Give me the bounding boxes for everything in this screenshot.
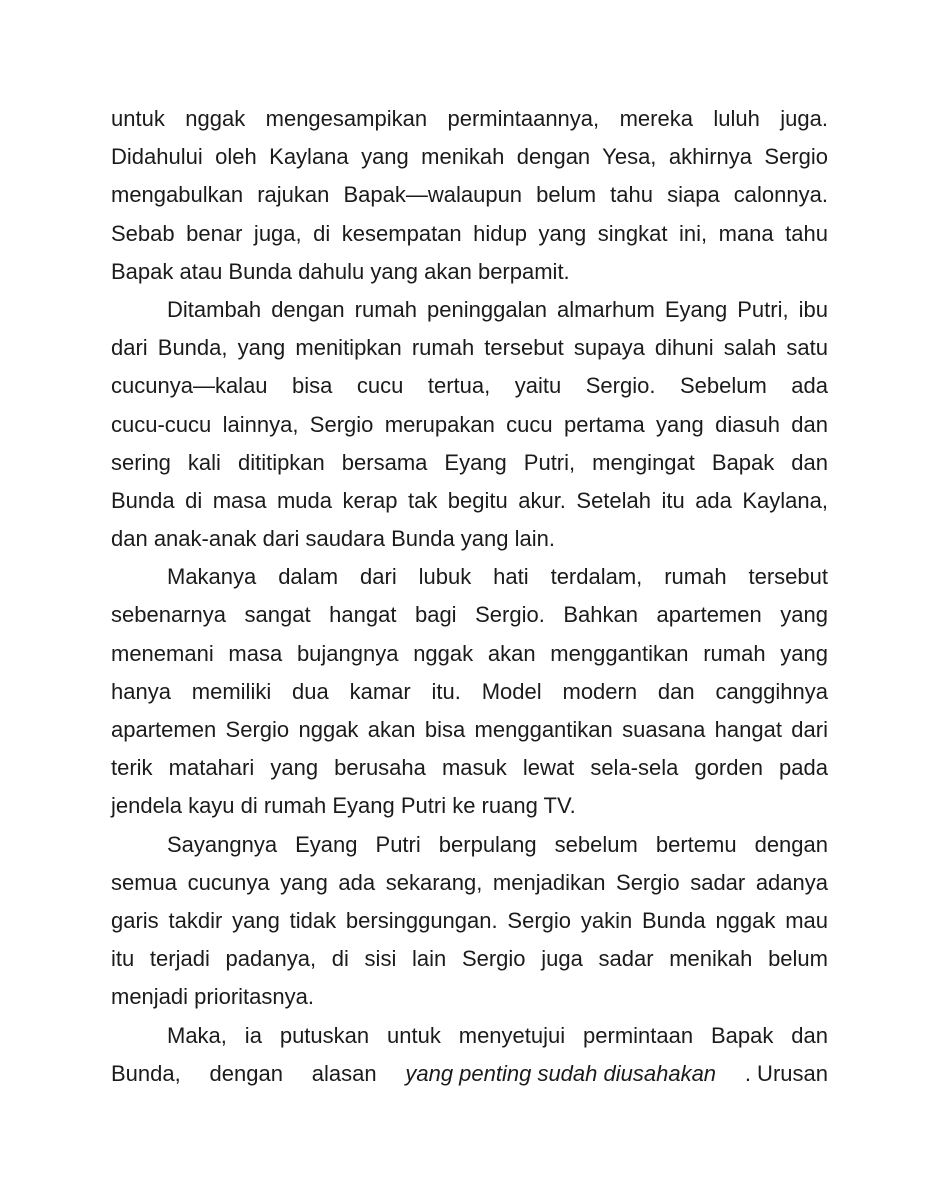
paragraph-4-line-5: menjadi prioritasnya.: [111, 984, 314, 1010]
body-text: [111, 100, 828, 1017]
paragraph-3-line-6: terik matahari yang berusaha masuk lewat sela-sela gorden pada: [111, 755, 828, 781]
paragraph-2-line-5: sering kali dititipkan bersama Eyang Putri, mengingat Bapak dan: [111, 449, 828, 475]
paragraph-3-line-1: Makanya dalam dari lubuk hati terdalam, rumah tersebut: [167, 564, 828, 590]
paragraph-2: [111, 291, 828, 558]
paragraph-1-line-2: Didahului oleh Kaylana yang menikah dengan Yesa, akhirnya Sergio: [111, 144, 828, 170]
paragraph-5-line-1: Maka, ia putuskan untuk menyetujui permintaan Bapak dan: [167, 1022, 828, 1048]
paragraph-1-line-4: Sebab benar juga, di kesempatan hidup yang singkat ini, mana tahu: [111, 220, 828, 246]
paragraph-2-line-6: Bunda di masa muda kerap tak begitu akur. Setelah itu ada Kaylana,: [111, 487, 828, 513]
paragraph-3-line-2: sebenarnya sangat hangat bagi Sergio. Bahkan apartemen yang: [111, 602, 828, 628]
paragraph-4-line-2: semua cucunya yang ada sekarang, menjadikan Sergio sadar adanya: [111, 869, 828, 895]
paragraph-5-line-2: [111, 1055, 828, 1093]
paragraph-4-line-3: garis takdir yang tidak bersinggungan. Sergio yakin Bunda nggak mau: [111, 907, 828, 933]
italic-phrase: yang penting sudah diusahakan: [405, 1060, 717, 1086]
paragraph-1: [111, 100, 828, 291]
paragraph-1-line-5: Bapak atau Bunda dahulu yang akan berpamit.: [111, 258, 570, 284]
paragraph-2-line-4: cucu-cucu lainnya, Sergio merupakan cucu pertama yang diasuh dan: [111, 411, 828, 437]
line-2-word-alasan: alasan: [311, 1060, 377, 1086]
paragraph-4-line-1: Sayangnya Eyang Putri berpulang sebelum bertemu dengan: [167, 831, 828, 857]
paragraph-3-line-7: jendela kayu di rumah Eyang Putri ke ruang TV.: [111, 793, 576, 819]
book-page: [111, 100, 828, 1093]
paragraph-2-line-1: Ditambah dengan rumah peninggalan almarhum Eyang Putri, ibu: [167, 296, 828, 322]
paragraph-1-line-3: mengabulkan rajukan Bapak—walaupun belum tahu siapa calonnya.: [111, 182, 828, 208]
paragraph-4-line-4: itu terjadi padanya, di sisi lain Sergio juga sadar menikah belum: [111, 946, 828, 972]
paragraph-3-line-4: hanya memiliki dua kamar itu. Model modern dan canggihnya: [111, 678, 828, 704]
line-2-word-dengan: dengan: [209, 1060, 283, 1086]
line-2-word-urusan: . Urusan: [744, 1060, 828, 1086]
paragraph-2-line-7: dan anak-anak dari saudara Bunda yang lain.: [111, 526, 555, 552]
paragraph-3: [111, 558, 828, 825]
paragraph-2-line-2: dari Bunda, yang menitipkan rumah tersebut supaya dihuni salah satu: [111, 335, 828, 361]
paragraph-2-line-3: cucunya—kalau bisa cucu tertua, yaitu Sergio. Sebelum ada: [111, 373, 828, 399]
paragraph-3-line-5: apartemen Sergio nggak akan bisa menggantikan suasana hangat dari: [111, 717, 828, 742]
paragraph-1-line-1: untuk nggak mengesampikan permintaannya, mereka luluh juga.: [111, 106, 828, 131]
paragraph-5: [111, 1017, 828, 1093]
paragraph-4: [111, 826, 828, 1017]
line-2-word-bunda: Bunda,: [111, 1060, 181, 1086]
paragraph-3-line-3: menemani masa bujangnya nggak akan menggantikan rumah yang: [111, 640, 828, 666]
